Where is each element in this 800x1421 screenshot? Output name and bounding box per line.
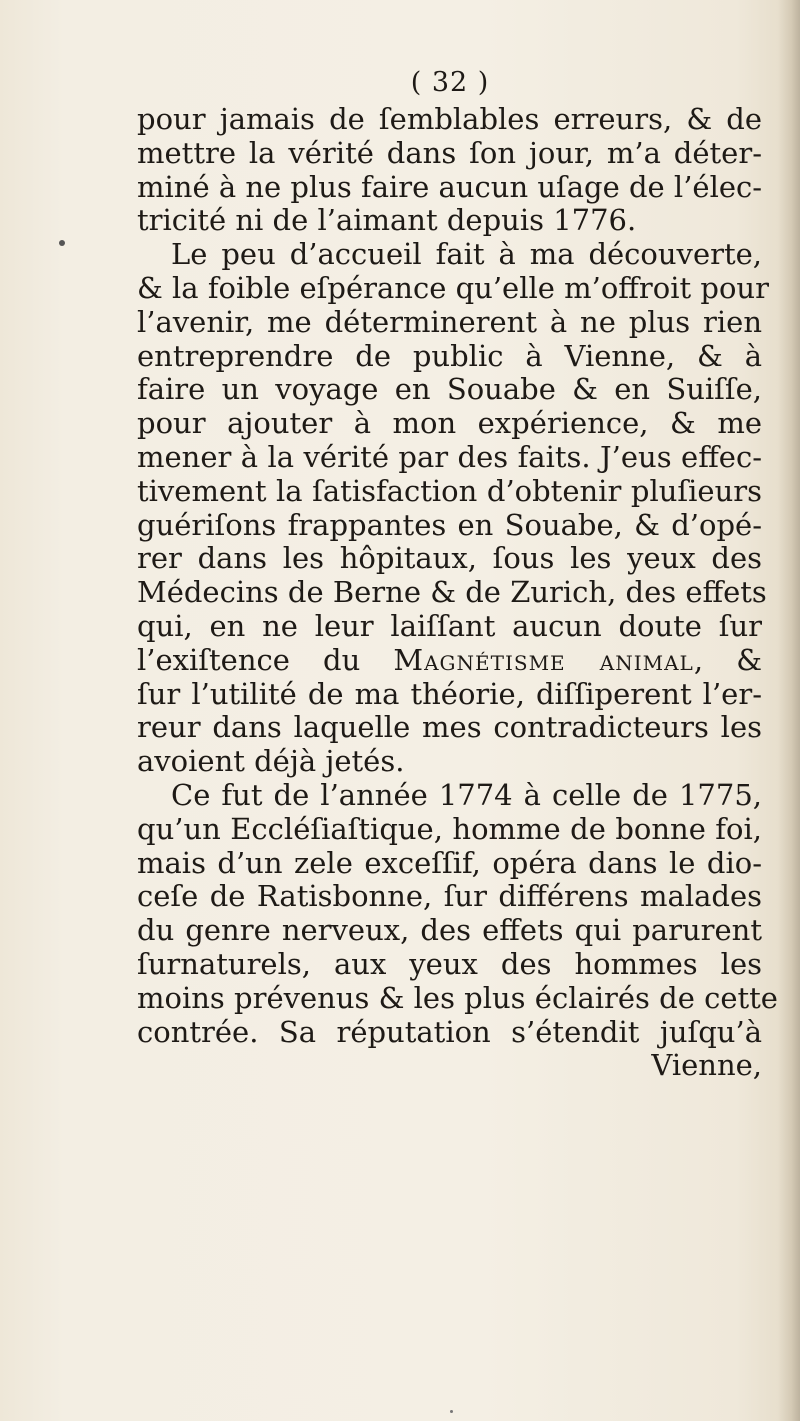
catchword: Vienne, [651, 1048, 762, 1083]
body-text [137, 102, 778, 1083]
text-line: contrée. Sa réputation s’étendit juſqu’à [137, 1014, 762, 1049]
text-line-with-term [137, 644, 762, 678]
text-line: & la foible eſpérance qu’elle m’offroit pour [137, 270, 769, 305]
text-line: ceſe de Ratisbonne, ſur différens malades [137, 879, 762, 914]
text-line: Ce fut de l’année 1774 à celle de 1775, [171, 777, 762, 812]
text-line: avoient déjà jetés. [137, 744, 405, 779]
text-line: du genre nerveux, des effets qui parurent [137, 913, 762, 948]
text-line: l’avenir, me déterminerent à ne plus rien [137, 304, 762, 339]
text-line: mais d’un zele exceſſif, opéra dans le dio- [137, 845, 762, 880]
text-line: mener à la vérité par des faits. J’eus effec- [137, 439, 762, 474]
text-line: Médecins de Berne & de Zurich, des effets [137, 575, 767, 610]
text-line: Le peu d’accueil fait à ma découverte, [171, 237, 762, 272]
text-line: entreprendre de public à Vienne, & à [137, 338, 762, 373]
text-line: ſurnaturels, aux yeux des hommes les [137, 946, 762, 981]
text-line: pour jamais de ſemblables erreurs, & de [137, 102, 762, 136]
text-fragment: l’exiſtence du [137, 642, 394, 677]
paper-speck [59, 240, 65, 246]
text-line: mettre la vérité dans ſon jour, m’a déter- [137, 135, 762, 170]
paper-speck [450, 1410, 453, 1413]
text-line: qu’un Eccléſiaſtique, homme de bonne foi, [137, 811, 762, 846]
text-line: faire un voyage en Souabe & en Suiſſe, [137, 372, 762, 407]
text-line: tivement la ſatisfaction d’obtenir pluſieurs [137, 473, 762, 508]
text-line: guériſons frappantes en Souabe, & d’opé- [137, 507, 762, 542]
magnetisme-animal-term: Magnétisme animal [393, 642, 694, 677]
text-line: reur dans laquelle mes contradicteurs les [137, 710, 762, 745]
text-line: rer dans les hôpitaux, ſous les yeux des [137, 541, 762, 576]
text-line: pour ajouter à mon expérience, & me [137, 406, 762, 441]
text-line: tricité ni de l’aimant depuis 1776. [137, 203, 637, 238]
text-line: ſur l’utilité de ma théorie, diſſiperent l’er- [137, 676, 762, 711]
page-number: ( 32 ) [410, 67, 490, 98]
page-gutter-shadow [778, 0, 800, 1421]
text-fragment: , & [693, 642, 763, 677]
text-line: qui, en ne leur laiſſant aucun doute ſur [137, 608, 762, 643]
text-line: miné à ne plus faire aucun uſage de l’élec- [137, 169, 763, 204]
text-line: moins prévenus & les plus éclairés de cette [137, 980, 778, 1015]
